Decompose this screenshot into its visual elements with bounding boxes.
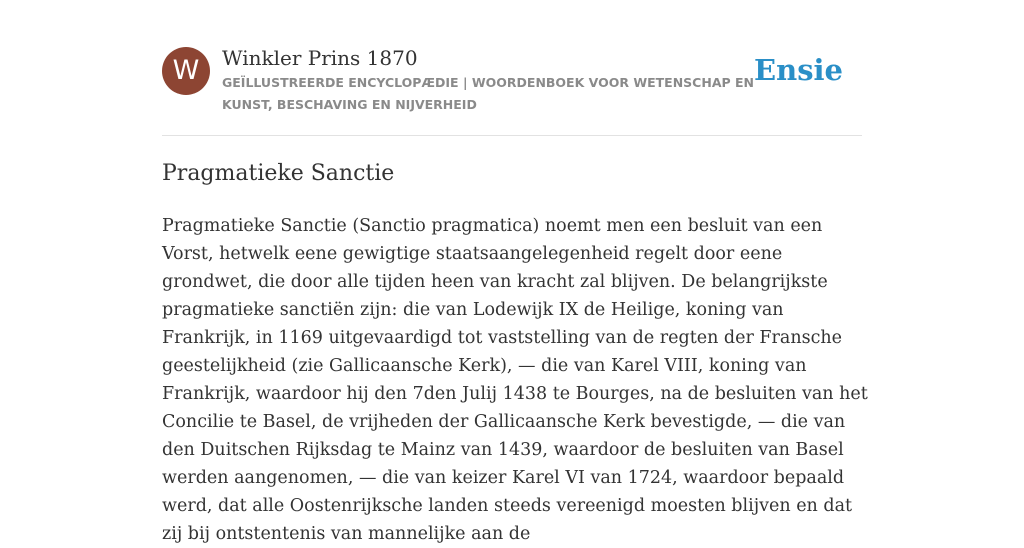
source-title[interactable]: Winkler Prins 1870 [222,46,418,70]
source-subtitle: GEÏLLUSTREERDE ENCYCLOPÆDIE | WOORDENBOEK VOOR WETENSCHAP EN KUNST, BESCHAVING EN NIJVERHEID [222,75,755,112]
ensie-logo[interactable]: Ensie [754,53,843,87]
source-header [162,40,862,135]
header-divider [162,135,862,136]
article-body: Pragmatieke Sanctie (Sanctio pragmatica) noemt men een besluit van een Vorst, hetwelk eene gewigtige staatsaangelegenheid regelt door eene grondwet, die door alle tijden heen van kracht zal blijven. De belangrijkste pragmatieke sanctiën zijn: die van Lodewijk IX de Heilige, koning van Frankrijk, in 1169 uitgevaardigd tot vaststelling van de regten der Fransche geestelijkheid (zie Gallicaansche Kerk), — die van Karel VIII, koning van Frankrijk, waardoor hij den 7den Julij 1438 te Bourges, na de besluiten van het Concilie te Basel, de vrijheden der Gallicaansche Kerk bevestigde, — die van den Duitschen Rijksdag te Mainz van 1439, waardoor de besluiten van Basel werden aangenomen, — die van keizer Karel VI van 1724, waardoor bepaald werd, dat alle Oostenrijksche landen steeds vereenigd moesten blijven en dat zij bij ontstentenis van mannelijke aan de [162,216,868,544]
avatar: W [162,47,210,95]
article-title: Pragmatieke Sanctie [162,161,395,186]
